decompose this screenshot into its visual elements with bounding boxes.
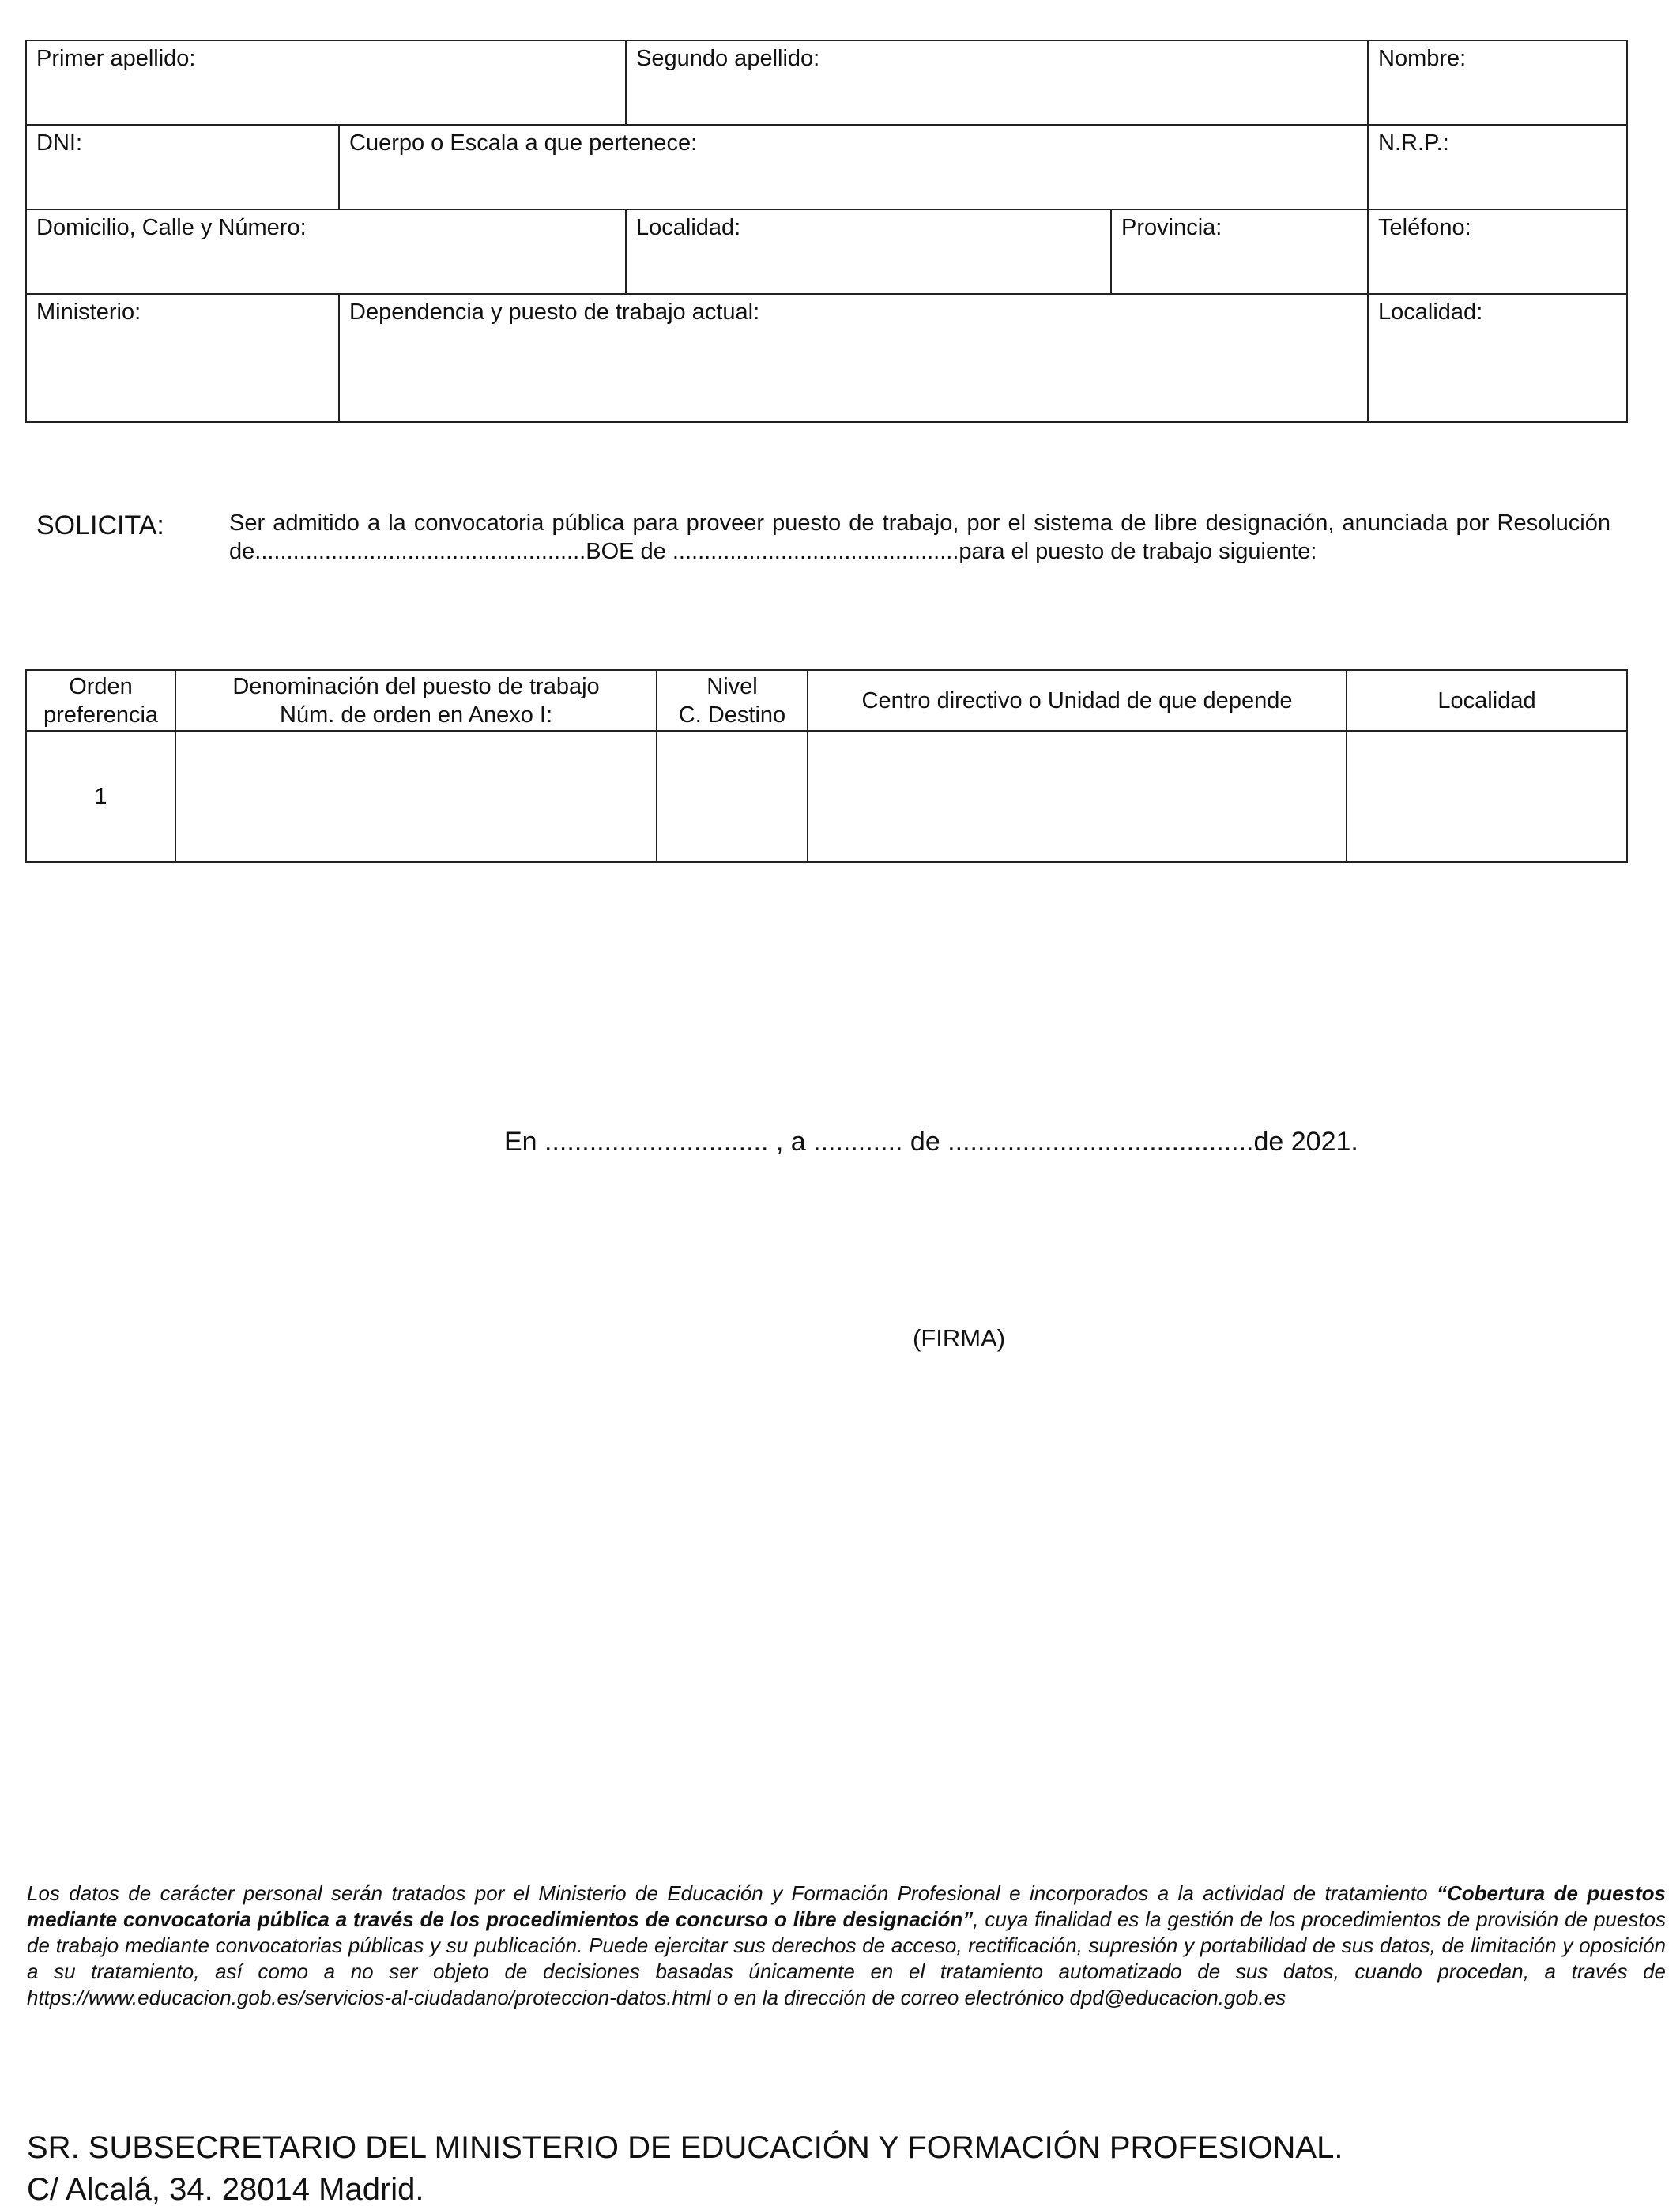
nrp-label: N.R.P.: — [1378, 130, 1449, 156]
nivel-cell[interactable] — [657, 731, 808, 862]
header-denominacion — [175, 670, 657, 731]
cuerpo-escala-label: Cuerpo o Escala a que pertenece: — [349, 130, 698, 156]
localidad-label: Localidad: — [636, 215, 741, 240]
data-protection-note — [27, 1881, 1666, 2011]
fecha-linea: En .............................. , a ............ de .........................................de 2021. — [504, 1127, 1358, 1157]
localidad-field[interactable] — [626, 209, 1111, 294]
telefono-label: Teléfono: — [1378, 215, 1471, 240]
table-row — [26, 731, 1627, 862]
note-part1: Los datos de carácter personal serán tratados por el Ministerio de Educación y Formación Profesional e incorporados a la actividad de tratamiento — [27, 1881, 1437, 1905]
solicita-label: SOLICITA: — [36, 510, 164, 540]
puestos-table — [25, 669, 1628, 863]
note-part2: , cuya finalidad es la gestión de los procedimientos de provisión de puestos de trabajo mediante convocatorias públicas y su publicación. Puede ejercitar sus derechos de acceso, rectificación, supresión y portabilidad de sus datos, de limitación y oposición a su tratamiento, así como a no ser objeto de decisiones basadas únicamente en el tratamiento automatizado de sus datos, cuando procedan, a través de https://www.educacion.gob.es/servicios-al-ciudadano/proteccion-datos.html o en la dirección de correo electrónico dpd@educacion.gob.es — [27, 1907, 1667, 2009]
dependencia-field[interactable] — [339, 294, 1368, 422]
primer-apellido-label: Primer apellido: — [36, 46, 196, 71]
destinatario-line2: C/ Alcalá, 34. 28014 Madrid. — [27, 2172, 424, 2207]
localidad-trabajo-label: Localidad: — [1378, 299, 1483, 325]
nombre-field[interactable] — [1368, 40, 1627, 125]
header-denominacion-line1: Denominación del puesto de trabajo — [232, 673, 600, 699]
denominacion-cell[interactable] — [175, 731, 657, 862]
header-orden-line1: Orden — [69, 673, 133, 699]
header-orden — [26, 670, 175, 731]
nombre-label: Nombre: — [1378, 46, 1467, 71]
localidad-trabajo-field[interactable] — [1368, 294, 1627, 422]
orden-cell: 1 — [26, 731, 175, 862]
ministerio-label: Ministerio: — [36, 299, 141, 325]
dependencia-label: Dependencia y puesto de trabajo actual: — [349, 299, 760, 325]
ministerio-field[interactable] — [26, 294, 339, 422]
header-nivel-line2: C. Destino — [678, 702, 786, 728]
header-localidad-text: Localidad — [1437, 687, 1536, 713]
destinatario-line1: SR. SUBSECRETARIO DEL MINISTERIO DE EDUCACIÓN Y FORMACIÓN PROFESIONAL. — [27, 2130, 1343, 2165]
table-header-row — [26, 670, 1627, 731]
header-nivel-line1: Nivel — [706, 673, 758, 699]
segundo-apellido-field[interactable] — [626, 40, 1368, 125]
header-centro-text: Centro directivo o Unidad de que depende — [861, 687, 1293, 713]
cuerpo-escala-field[interactable] — [339, 125, 1368, 209]
provincia-label: Provincia: — [1121, 215, 1222, 240]
nrp-field[interactable] — [1368, 125, 1627, 209]
provincia-field[interactable] — [1111, 209, 1368, 294]
header-centro — [808, 670, 1347, 731]
domicilio-label: Domicilio, Calle y Número: — [36, 215, 307, 240]
localidad-cell[interactable] — [1347, 731, 1627, 862]
header-localidad — [1347, 670, 1627, 731]
header-denominacion-line2: Núm. de orden en Anexo I: — [280, 702, 552, 728]
centro-cell[interactable] — [808, 731, 1347, 862]
dni-label: DNI: — [36, 130, 82, 156]
domicilio-field[interactable] — [26, 209, 626, 294]
note-bold: “Cobertura de puestos mediante convocatoria pública a través de los procedimientos de concurso o libre designación” — [27, 1881, 1666, 1931]
header-orden-line2: preferencia — [43, 702, 159, 728]
primer-apellido-field[interactable] — [26, 40, 626, 125]
header-nivel — [657, 670, 808, 731]
solicita-text: Ser admitido a la convocatoria pública para proveer puesto de trabajo, por el sistema de libre designación, anunciada por Resolución de....................................................BOE de .............................................para el puesto de trabajo siguiente: — [229, 510, 1610, 564]
segundo-apellido-label: Segundo apellido: — [636, 46, 820, 71]
firma-label: (FIRMA) — [913, 1324, 1006, 1352]
telefono-field[interactable] — [1368, 209, 1627, 294]
personal-data-table — [25, 40, 1628, 423]
dni-field[interactable] — [26, 125, 339, 209]
